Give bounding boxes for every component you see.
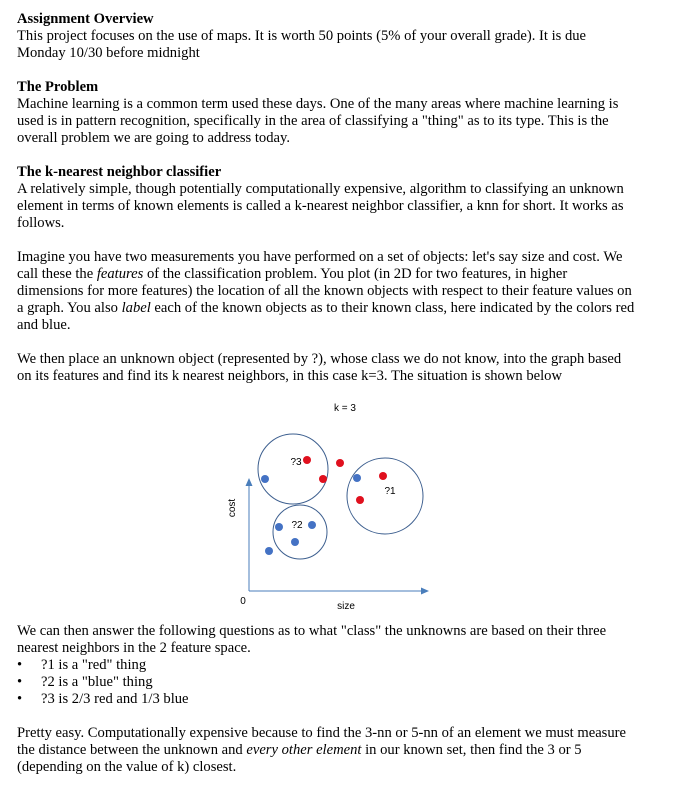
y-axis-label: cost — [227, 498, 238, 518]
blue-point — [275, 523, 283, 531]
features-term: features — [96, 266, 144, 282]
document-body — [17, 11, 657, 776]
unknown-label-3: ?3 — [290, 457, 302, 468]
imagine-line: dimensions for more features) the location of all the known objects with respect to their feature values on — [17, 283, 632, 299]
answers-intro-line: nearest neighbors in the 2 feature space. — [17, 640, 251, 656]
knn-diagram — [17, 385, 657, 623]
list-item: • ?2 is a "blue" thing — [17, 674, 153, 690]
imagine-line: Imagine you have two measurements you have performed on a set of objects: let's say size and cost. We — [17, 249, 623, 265]
y-axis-arrowhead — [246, 478, 253, 486]
bullet: • — [17, 657, 23, 673]
red-point — [379, 472, 387, 480]
knn-line: element in terms of known elements is called a k-nearest neighbor classifier, a knn for short. It works as — [17, 198, 624, 214]
list-item: • ?1 is a "red" thing — [17, 657, 147, 673]
closing-line: (depending on the value of k) closest. — [17, 759, 237, 775]
unknown-label-2: ?2 — [291, 520, 303, 531]
answers-list — [17, 657, 657, 708]
answers-intro-line: We can then answer the following questions as to what "class" the unknowns are based on their three — [17, 623, 607, 639]
red-point — [356, 496, 364, 504]
imagine-line: and blue. — [17, 317, 71, 333]
problem-line: used is in pattern recognition, specifically in the area of classifying a "thing" as to its type. This is the — [17, 113, 609, 129]
x-axis-label: size — [337, 601, 355, 612]
overview-line-2: Monday 10/30 before midnight — [17, 45, 200, 61]
blue-point — [353, 474, 361, 482]
knn-line: follows. — [17, 215, 65, 231]
overview-line-1: This project focuses on the use of maps. It is worth 50 points (5% of your overall grade). It is due — [17, 28, 587, 44]
imagine-line: a graph. You also label each of the known objects as to their known class, here indicated by the colors red — [17, 300, 635, 316]
neighborhood-circle-3 — [258, 434, 328, 504]
blue-point — [308, 521, 316, 529]
red-point — [303, 456, 311, 464]
section-heading-problem: The Problem — [17, 79, 99, 95]
section-heading-knn: The k-nearest neighbor classifier — [17, 164, 222, 180]
neighborhood-circle-2 — [273, 505, 327, 559]
blue-point — [265, 547, 273, 555]
origin-label: 0 — [240, 596, 246, 607]
bullet: • — [17, 691, 23, 707]
place-line: We then place an unknown object (represented by ?), whose class we do not know, into the graph based — [17, 351, 622, 367]
knn-figure — [17, 385, 657, 623]
list-item: • ?3 is 2/3 red and 1/3 blue — [17, 691, 189, 707]
every-other-element-term: every other element — [246, 742, 362, 758]
red-point — [319, 475, 327, 483]
knn-line: A relatively simple, though potentially computationally expensive, algorithm to classifying an unknown — [17, 181, 624, 197]
section-heading-overview: Assignment Overview — [17, 11, 154, 27]
problem-line: overall problem we are going to address today. — [17, 130, 291, 146]
red-point — [336, 459, 344, 467]
problem-line: Machine learning is a common term used these days. One of the many areas where machine learning is — [17, 96, 619, 112]
place-line: on its features and find its k nearest neighbors, in this case k=3. The situation is shown below — [17, 368, 562, 384]
bullet: • — [17, 674, 23, 690]
imagine-line: call these the features of the classification problem. You plot (in 2D for two features, in higher — [17, 266, 568, 282]
closing-line: the distance between the unknown and every other element in our known set, then find the 3 or 5 — [17, 742, 582, 758]
unknown-label-1: ?1 — [384, 486, 396, 497]
label-term: label — [121, 300, 151, 316]
figure-title: k = 3 — [334, 403, 356, 414]
x-axis-arrowhead — [421, 588, 429, 595]
blue-point — [291, 538, 299, 546]
closing-line: Pretty easy. Computationally expensive because to find the 3-nn or 5-nn of an element we must measure — [17, 725, 626, 741]
blue-point — [261, 475, 269, 483]
